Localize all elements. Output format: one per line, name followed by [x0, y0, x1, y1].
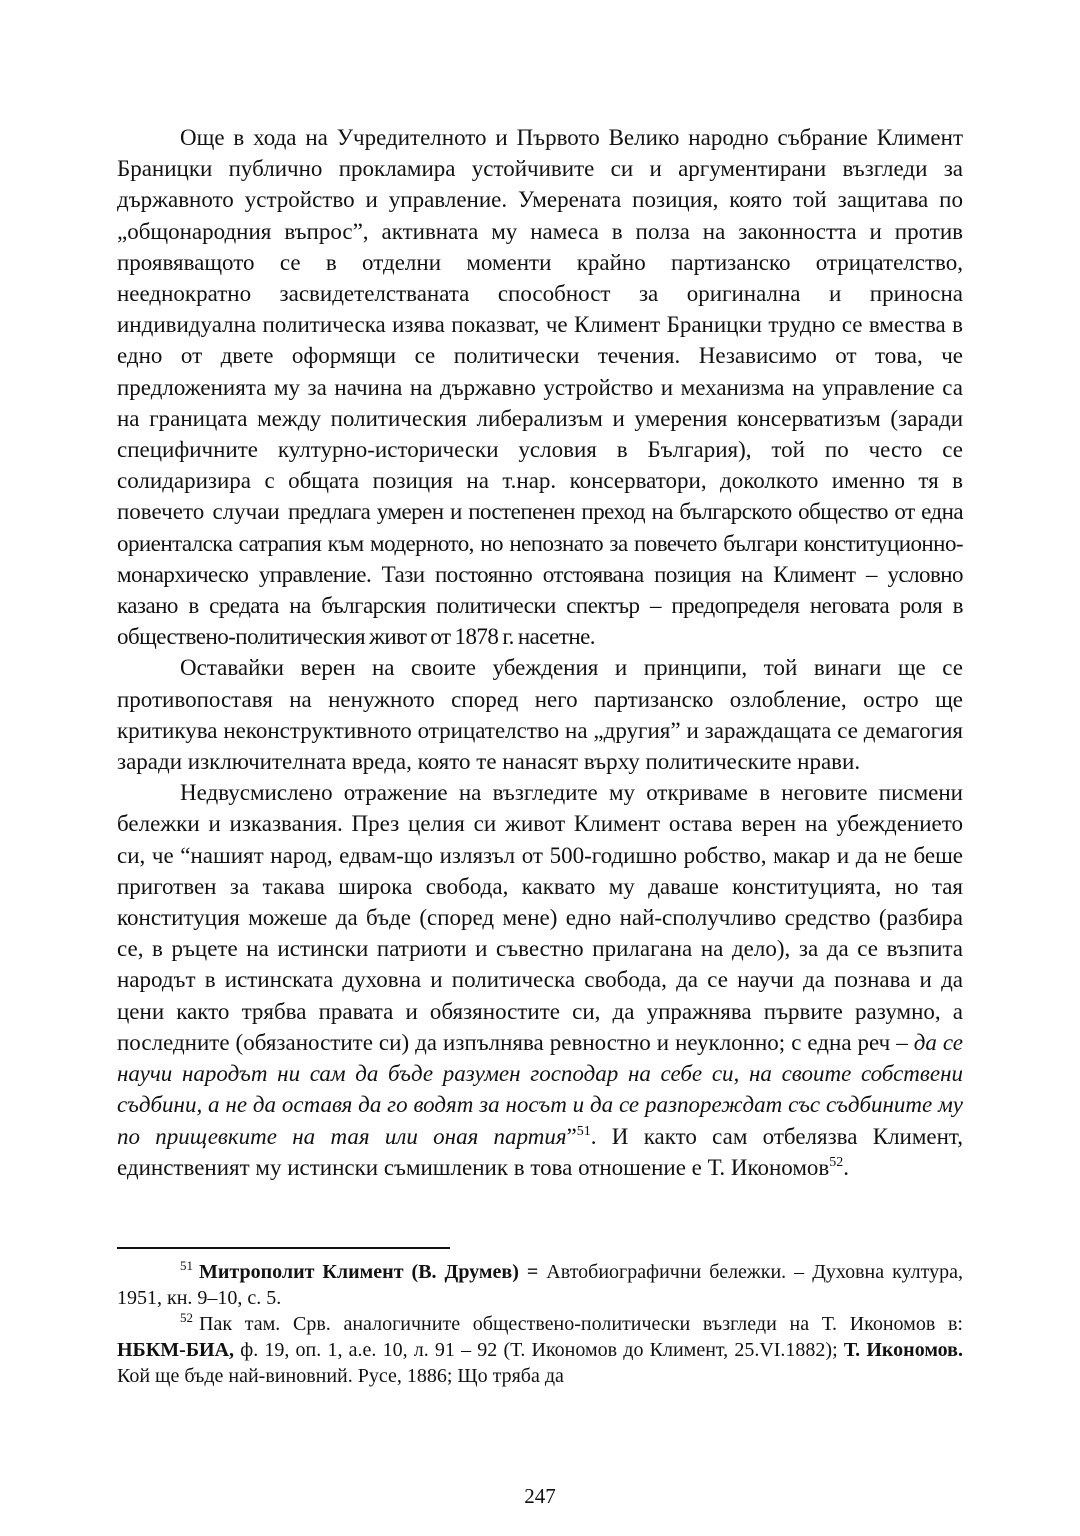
footnote-author: Т. Икономов. [843, 1339, 963, 1361]
footnote-author: Митрополит Климент (В. Друмев) = [199, 1261, 539, 1283]
paragraph-3-end: . [843, 1154, 850, 1180]
footnote-archive: НБКМ-БИА, [117, 1339, 235, 1361]
paragraph-3-text-b: . И както сам отбелязва Климент, единственият му истински съмишленик в това отношение е Т. Икономов [117, 1123, 963, 1180]
footnote-number: 51 [180, 1258, 193, 1273]
quote-close: ” [566, 1123, 577, 1149]
footnote-separator [117, 1247, 450, 1249]
footnote-text: Кой ще бъде най-виновний. Русе, 1886; Що тряба да [117, 1365, 564, 1387]
footnote-ref-51[interactable]: 51 [576, 1123, 591, 1139]
footnote-text: ф. 19, оп. 1, а.е. 10, л. 91 – 92 (Т. Икономов до Климент, 25.VI.1882); [234, 1339, 844, 1361]
footnote-51 [117, 1259, 963, 1311]
footnote-52 [117, 1311, 963, 1389]
paragraph-1-text-a: Още в хода на Учредителното и Първото Велико народно събрание Климент Браницки публично прокламира устойчивите си и аргументирани възгледи за държавното устройство и управление. Умерената позиция, която той защитава по „общонародния въпрос”, активната му намеса в полза на законността и против проявяващото се в отделни моменти крайно партизанско отрицателство, нееднократно засвидетелстваната способност за оригинална и приносна индивидуална политическа изява показват, че Климент Браницки трудно се вмества в едно от двете оформящи се политически течения. Независимо от това, че предложенията му за начина на държавно устройство и механизма на управление са на границата между политическия либерализъм и умерения консерватизъм (заради специфичните културно-исторически условия в България), той по често се солидаризира с общата позиция на т.нар. консерватори, доколкото именно тя в повечето случаи [117, 125, 963, 525]
paragraph-1 [117, 122, 963, 652]
footnotes [117, 1259, 963, 1389]
paragraph-2: Оставайки верен на своите убеждения и принципи, той винаги ще се противопоставя на ненужното според него партизанско озлобление, остро ще критикува неконструктивното отрицателство на „другия” и зараждащата се демагогия заради изключителната вреда, която те нанасят върху политическите нрави. [117, 655, 963, 775]
footnote-ref-52[interactable]: 52 [829, 1154, 844, 1170]
paragraph-1-text-b: предлага умерен и постепенен преход на българското общество от една ориенталска сатрапия към модерното, но непознато за повечето българи конституционно-монархическо управление. Тази постоянно отстоявана позиция на Климент – условно казано в средата на българския политически спектър – предопределя неговата роля в обществено-политическия живот от 1878 г. насетне. [117, 499, 963, 650]
quote-italic: да се научи народът ни сам да бъде разумен господар на себе си, на своите собствени съдбини, а не да оставя да го водят за носът и да се разпореждат със съдбините му по прищевките на тая или оная партия [117, 1029, 964, 1149]
footnote-number: 52 [180, 1310, 193, 1325]
footnote-text: Пак там. Срв. аналогичните обществено-политически възгледи на Т. Икономов в: [199, 1313, 963, 1335]
paragraph-3-text-a: Недвусмислено отражение на възгледите му откриваме в неговите писмени бележки и изказвания. През целия си живот Климент остава верен на убеждението си, че “нашият народ, едвам-що излязъл от 500-годишно робство, макар и да не беше приготвен за такава широка свобода, каквато му даваше конституцията, но тая конституция можеше да бъде (според мене) едно най-сполучливо средство (разбира се, в ръцете на истински патриоти и съвестно прилагана на дело), за да се възпита народът в истинската духовна и политическа свобода, да се научи да познава и да цени както трябва правата и обязяностите си, да упражнява първите разумно, а последните (обязаностите си) да изпълнява ревностно и неуклонно; с една реч – [117, 780, 963, 1055]
page-number: 247 [524, 1484, 556, 1508]
footnote-text: Автобиографични бележки. – Духовна култура, 1951, кн. 9–10, с. 5. [117, 1261, 963, 1309]
main-text [117, 122, 963, 1183]
paragraph-3 [117, 777, 963, 1183]
